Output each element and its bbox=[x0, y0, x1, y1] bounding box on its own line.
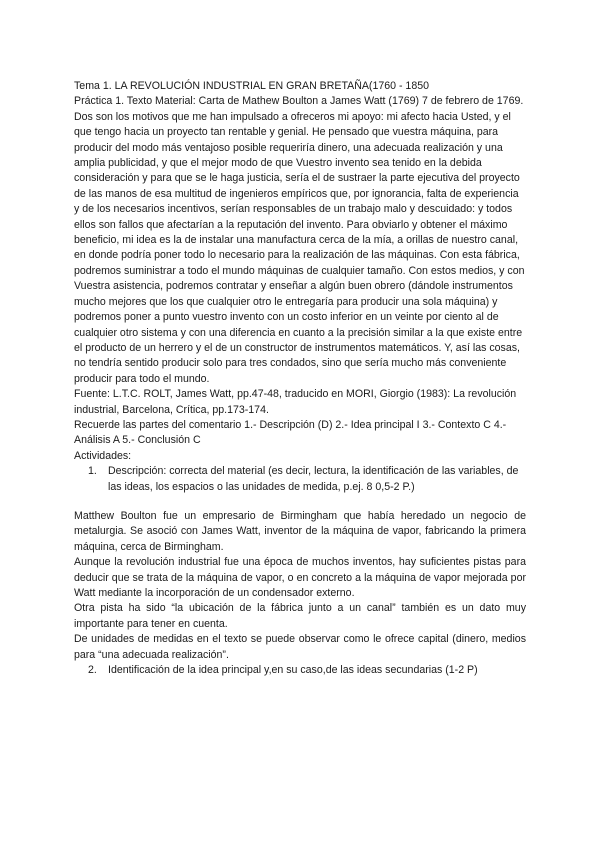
activity-item-2-number: 2. bbox=[88, 664, 97, 677]
activity-item-2 bbox=[88, 663, 526, 678]
document-page bbox=[74, 79, 526, 692]
activity-item-2-text: Identificación de la idea principal y,en su caso,de las ideas secundarias (1-2 P) bbox=[108, 664, 478, 677]
paragraph-canal: Otra pista ha sido “la ubicación de la fábrica junto a un canal” también es un dato muy importante para tener en cuenta. bbox=[74, 602, 526, 630]
source-letter-text: Dos son los motivos que me han impulsado a ofreceros mi apoyo: mi afecto hacia Usted, y el que tengo hacia un proyecto tan rentable y genial. He pensado que vuestra máquina, para producir del modo más ventajoso posible requeriría dinero, una adecuada realización y una amplia publicidad, y que el mejor modo de que Vuestro invento sea tenido en la debida consideración y para que se le haga justicia, sería el de sustraer la parte ejecutiva del proyecto de las manos de esa multitud de ingenieros empíricos que, por ignorancia, falta de experiencia y de los necesarios incentivos, serían responsables de un trabajo malo y descuidado: y todos ellos son fallos que afectarían a la reputación del invento. Para obviarlo y obtener el máximo beneficio, mi idea es la de instalar una manufactura cerca de la mía, a orillas de nuestro canal, en donde podría poner todo lo necesario para la realización de las máquinas. Con esta fábrica, podremos suministrar a todo el mundo máquinas de cualquier tamaño. Con estos medios, y con Vuestra asistencia, podremos contratar y enseñar a algún buen obrero (dándole instrumentos mucho mejores que los que cualquier otro le entregaría para producir una sola máquina) y podremos poner a punto vuestro invento con un costo inferior en un veinte por ciento al de cualquier otro sistema y con una diferencia en cuanto a la precisión similar a la que existe entre el producto de un herrero y el de un constructor de instrumentos matemáticos. Y, así las cosas, no tendría sentido producir solo para tres condados, sino que sería mucho más conveniente producir para todo el mundo. bbox=[74, 110, 525, 385]
source-citation: Fuente: L.T.C. ROLT, James Watt, pp.47-48, traducido en MORI, Giorgio (1983): La revolución industrial, Barcelona, Crítica, pp.173-174. bbox=[74, 388, 517, 416]
paragraph-boulton: Matthew Boulton fue un empresario de Birmingham que había heredado un negocio de metalurgia. Se asoció con James Watt, inventor de la máquina de vapor, fabricando la primera máquina, cerca de Birmingham. bbox=[74, 509, 526, 553]
paragraph-unidades: De unidades de medidas en el texto se puede observar como le ofrece capital (dinero, medios para “una adecuada realización”. bbox=[74, 633, 526, 661]
practice-heading: Práctica 1. Texto Material: Carta de Mathew Boulton a James Watt (1769) 7 de febrero de 1769. bbox=[74, 95, 524, 108]
activity-item-1-number: 1. bbox=[88, 465, 97, 478]
activity-item-1 bbox=[88, 464, 526, 495]
activities-heading: Actividades: bbox=[74, 449, 132, 462]
commentary-parts-reminder: Recuerde las partes del comentario 1.- Descripción (D) 2.- Idea principal I 3.- Contexto C 4.- Análisis A 5.- Conclusión C bbox=[74, 418, 507, 447]
activity-item-1-text: Descripción: correcta del material (es decir, lectura, la identificación de las variables, de las ideas, los espacios o las unidades de medida, p.ej. 8 0,5-2 P.) bbox=[108, 465, 519, 493]
paragraph-pistas: Aunque la revolución industrial fue una época de muchos inventos, hay suficientes pistas para deducir que se trata de la máquina de vapor, o en concreto a la máquina de vapor mejorada por Watt mediante la incorporación de un condensador externo. bbox=[74, 556, 526, 599]
document-title: Tema 1. LA REVOLUCIÓN INDUSTRIAL EN GRAN BRETAÑA(1760 - 1850 bbox=[74, 80, 430, 92]
